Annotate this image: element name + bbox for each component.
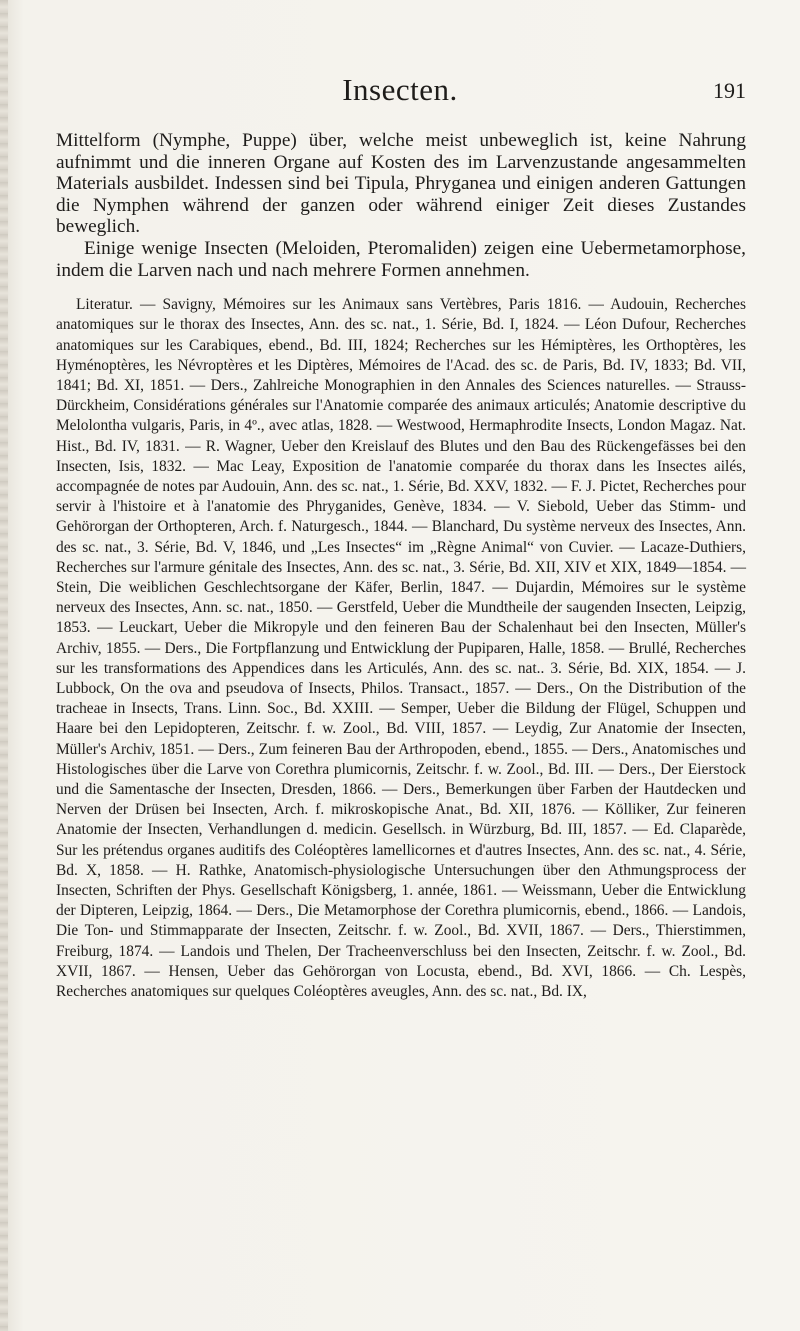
- page-number: 191: [713, 78, 746, 103]
- page-binding-edge: [0, 0, 8, 1331]
- main-text: [56, 130, 746, 281]
- body-text: [56, 130, 746, 1002]
- literature-list: Literatur. — Savigny, Mémoires sur les Animaux sans Vertèbres, Paris 1816. — Audouin, Recherches anatomiques sur le thorax des Insectes, Ann. des sc. nat., 1. Série, Bd. I, 1824. — Léon Dufour, Recherches anatomiques sur les Carabiques, ebend., Bd. III, 1824; Recherches sur les Hémiptères, les Orthoptères, les Hyménoptères, les Névroptères et les Diptères, Mémoires de l'Acad. des sc. de Paris, Bd. IV, 1833; Bd. VII, 1841; Bd. XI, 1851. — Ders., Zahlreiche Monographien in den Annales des Sciences naturelles. — Strauss-Dürckheim, Considérations générales sur l'Anatomie comparée des animaux articulés; Anatomie descriptive du Melolontha vulgaris, Paris, in 4º., avec atlas, 1828. — Westwood, Hermaphrodite Insects, London Magaz. Nat. Hist., Bd. IV, 1831. — R. Wagner, Ueber den Kreislauf des Blutes und den Bau des Rückengefässes bei den Insecten, Isis, 1832. — Mac Leay, Exposition de l'anatomie comparée du thorax dans les Insectes ailés, accompagnée de notes par Audouin, Ann. des sc. nat., 1. Série, Bd. XXV, 1832. — F. J. Pictet, Recherches pour servir à l'histoire et à l'anatomie des Phryganides, Genève, 1834. — V. Siebold, Ueber das Stimm- und Gehörorgan der Orthopteren, Arch. f. Naturgesch., 1844. — Blanchard, Du système nerveux des Insectes, Ann. des sc. nat., 3. Série, Bd. V, 1846, und „Les Insectes“ im „Règne Animal“ von Cuvier. — Lacaze-Duthiers, Recherches sur l'armure génitale des Insectes, Ann. des sc. nat., 3. Série, Bd. XII, XIV et XIX, 1849—1854. — Stein, Die weiblichen Geschlechtsorgane der Käfer, Berlin, 1847. — Dujardin, Mémoires sur le système nerveux des Insectes, Ann. sc. nat., 1850. — Gerstfeld, Ueber die Mundtheile der saugenden Insecten, Leipzig, 1853. — Leuckart, Ueber die Mikropyle und den feineren Bau der Schalenhaut bei den Insecten, Müller's Archiv, 1855. — Ders., Die Fortpflanzung und Entwicklung der Pupiparen, Halle, 1858. — Brullé, Recherches sur les transformations des Appendices dans les Articulés, Ann. des sc. nat.. 3. Série, Bd. XIX, 1854. — J. Lubbock, On the ova and pseudova of Insects, Philos. Transact., 1857. — Ders., On the Distribution of the tracheae in Insects, Trans. Linn. Soc., Bd. XXIII. — Semper, Ueber die Bildung der Flügel, Schuppen und Haare bei den Lepidopteren, Zeitschr. f. w. Zool., Bd. VIII, 1857. — Leydig, Zur Anatomie der Insecten, Müller's Archiv, 1851. — Ders., Zum feineren Bau der Arthropoden, ebend., 1855. — Ders., Anatomisches und Histologisches über die Larve von Corethra plumicornis, Zeitschr. f. w. Zool., Bd. III. — Ders., Der Eierstock und die Samentasche der Insecten, Dresden, 1866. — Ders., Bemerkungen über Farben der Hautdecken und Nerven der Drüsen bei Insecten, Arch. f. mikroskopische Anat., Bd. XII, 1876. — Kölliker, Zur feineren Anatomie der Insecten, Verhandlungen d. medicin. Gesellsch. in Würzburg, Bd. III, 1857. — Ed. Claparède, Sur les prétendus organes auditifs des Coléoptères lamellicornes et d'autres Insectes, Ann. des sc. nat., 4. Série, Bd. X, 1858. — H. Rathke, Anatomisch-physiologische Untersuchungen über den Athmungsprocess der Insecten, Schriften der Phys. Gesellschaft Königsberg, 1. année, 1861. — Weissmann, Ueber die Entwicklung der Dipteren, Leipzig, 1864. — Ders., Die Metamorphose der Corethra plumicornis, ebend., 1866. — Landois, Die Ton- und Stimmapparate der Insecten, Zeitschr. f. w. Zool., Bd. XVII, 1867. — Ders., Thierstimmen, Freiburg, 1874. — Landois und Thelen, Der Tracheenverschluss bei den Insecten, Zeitschr. f. w. Zool., Bd. XVII, 1867. — Hensen, Ueber das Gehörorgan von Locusta, ebend., Bd. XVI, 1866. — Ch. Lespès, Recherches anatomiques sur quelques Coléoptères aveugles, Ann. des sc. nat., Bd. IX,: [56, 296, 746, 1001]
- running-header: [0, 70, 800, 118]
- paragraph-metamorphosis: Mittelform (Nymphe, Puppe) über, welche meist unbeweglich ist, keine Nahrung aufnimmt und die inneren Organe auf Kosten des im Larvenzustande angesammelten Materials ausbildet. Indessen sind bei Tipula, Phryganea und einigen anderen Gattungen die Nymphen während der ganzen oder während einiger Zeit dieses Zustandes beweglich.: [56, 130, 746, 238]
- running-title: Insecten.: [342, 72, 458, 107]
- paragraph-hypermetamorphosis: Einige wenige Insecten (Meloiden, Pteromaliden) zeigen eine Uebermetamorphose, indem die Larven nach und nach mehrere Formen annehmen.: [56, 237, 746, 281]
